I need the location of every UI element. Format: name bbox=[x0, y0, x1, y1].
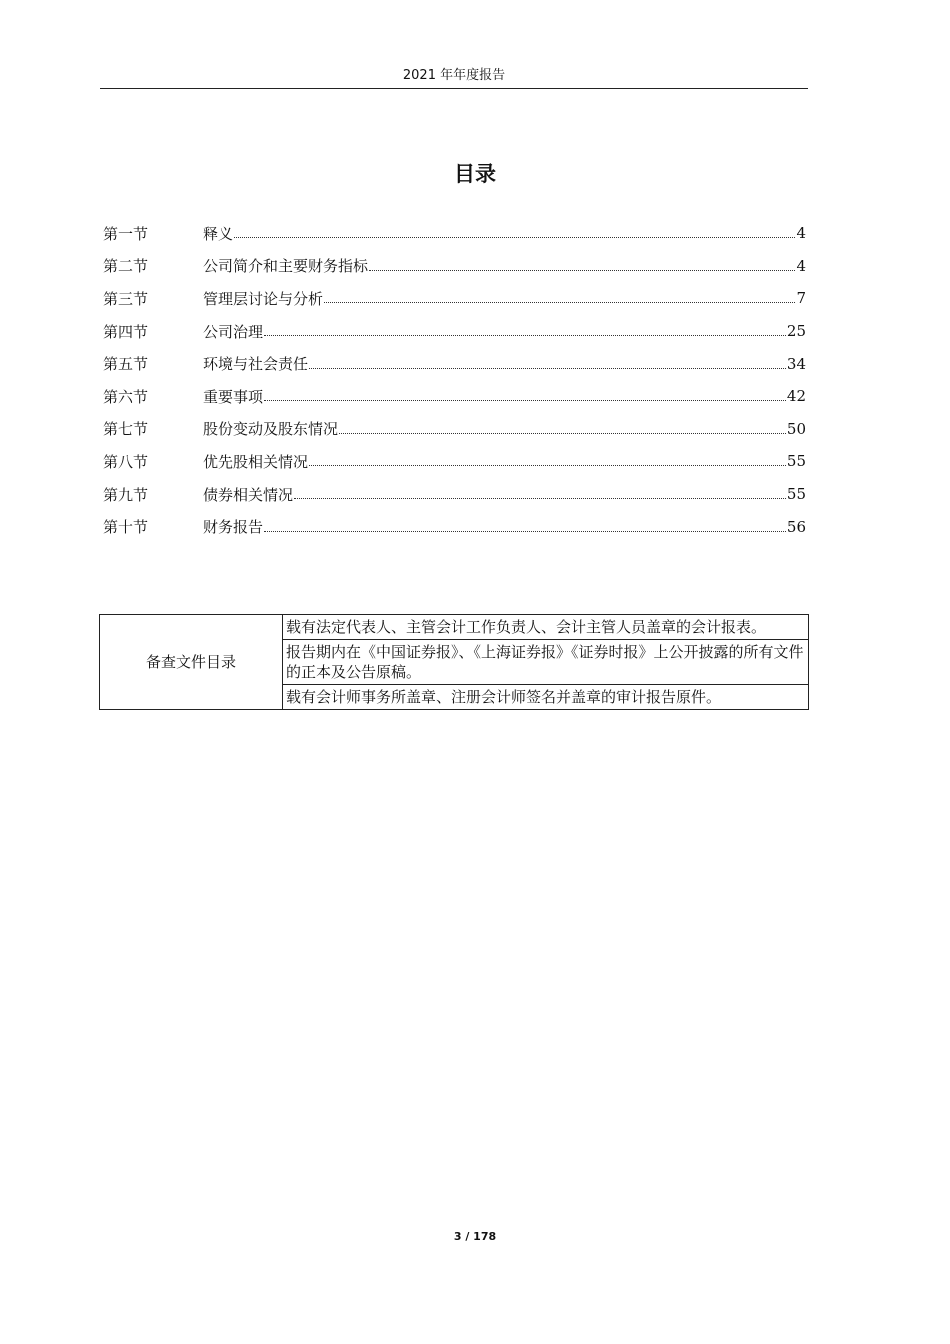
toc-leader-dots bbox=[264, 531, 786, 532]
toc-entry-6[interactable] bbox=[103, 380, 806, 413]
toc-section-number: 第九节 bbox=[103, 485, 149, 504]
reference-doc-item: 报告期内在《中国证券报》、《上海证券报》《证券时报》上公开披露的所有文件的正本及公告原稿。 bbox=[283, 640, 809, 685]
toc-entry-5[interactable] bbox=[103, 347, 806, 380]
toc-entry-7[interactable] bbox=[103, 413, 806, 446]
toc-section-name: 管理层讨论与分析 bbox=[203, 289, 324, 308]
toc-leader-dots bbox=[294, 498, 786, 499]
toc-leader-dots bbox=[324, 302, 795, 303]
toc-page-number: 4 bbox=[796, 224, 806, 243]
header-title: 2021 年年度报告 bbox=[402, 68, 506, 83]
toc-section-name: 重要事项 bbox=[203, 387, 264, 406]
table-of-contents bbox=[103, 217, 806, 543]
toc-section-number: 第十节 bbox=[103, 518, 149, 537]
toc-leader-dots bbox=[264, 335, 786, 336]
toc-section-name: 释义 bbox=[203, 224, 234, 243]
toc-section-name: 公司简介和主要财务指标 bbox=[203, 257, 369, 276]
toc-page-number: 7 bbox=[796, 289, 806, 308]
reference-doc-item: 载有会计师事务所盖章、注册会计师签名并盖章的审计报告原件。 bbox=[283, 685, 809, 710]
reference-doc-item: 载有法定代表人、主管会计工作负责人、会计主管人员盖章的会计报表。 bbox=[283, 615, 809, 640]
reference-documents-table bbox=[99, 614, 809, 710]
toc-page-number: 50 bbox=[786, 419, 806, 438]
toc-section-number: 第二节 bbox=[103, 257, 149, 276]
toc-title: 目录 bbox=[454, 162, 496, 186]
toc-page-number: 42 bbox=[786, 387, 806, 406]
toc-entry-2[interactable] bbox=[103, 250, 806, 283]
toc-section-name: 公司治理 bbox=[203, 322, 264, 341]
toc-leader-dots bbox=[264, 400, 786, 401]
reference-docs-label: 备查文件目录 bbox=[100, 615, 283, 710]
toc-section-name: 优先股相关情况 bbox=[203, 452, 309, 471]
toc-page-number: 56 bbox=[786, 517, 806, 536]
toc-page-number: 55 bbox=[786, 452, 806, 471]
toc-leader-dots bbox=[309, 465, 786, 466]
toc-leader-dots bbox=[234, 237, 795, 238]
toc-entry-4[interactable] bbox=[103, 315, 806, 348]
toc-page-number: 25 bbox=[786, 322, 806, 341]
toc-entry-1[interactable] bbox=[103, 217, 806, 250]
toc-page-number: 4 bbox=[796, 256, 806, 275]
toc-leader-dots bbox=[369, 270, 795, 271]
toc-entry-3[interactable] bbox=[103, 282, 806, 315]
toc-entry-8[interactable] bbox=[103, 445, 806, 478]
toc-leader-dots bbox=[309, 368, 786, 369]
toc-section-name: 环境与社会责任 bbox=[203, 355, 309, 374]
toc-section-name: 债券相关情况 bbox=[203, 485, 294, 504]
toc-section-number: 第五节 bbox=[103, 355, 149, 374]
toc-section-number: 第八节 bbox=[103, 452, 149, 471]
toc-section-number: 第一节 bbox=[103, 224, 149, 243]
toc-section-name: 股份变动及股东情况 bbox=[203, 420, 339, 439]
toc-entry-10[interactable] bbox=[103, 510, 806, 543]
toc-section-name: 财务报告 bbox=[203, 518, 264, 537]
toc-page-number: 55 bbox=[786, 485, 806, 504]
toc-entry-9[interactable] bbox=[103, 478, 806, 511]
toc-section-number: 第七节 bbox=[103, 420, 149, 439]
toc-page-number: 34 bbox=[786, 354, 806, 373]
toc-section-number: 第四节 bbox=[103, 322, 149, 341]
table-row bbox=[100, 615, 809, 640]
page-number-footer: 3 / 178 bbox=[453, 1230, 497, 1243]
toc-leader-dots bbox=[339, 433, 786, 434]
toc-section-number: 第三节 bbox=[103, 289, 149, 308]
toc-section-number: 第六节 bbox=[103, 387, 149, 406]
page-header bbox=[100, 66, 808, 89]
